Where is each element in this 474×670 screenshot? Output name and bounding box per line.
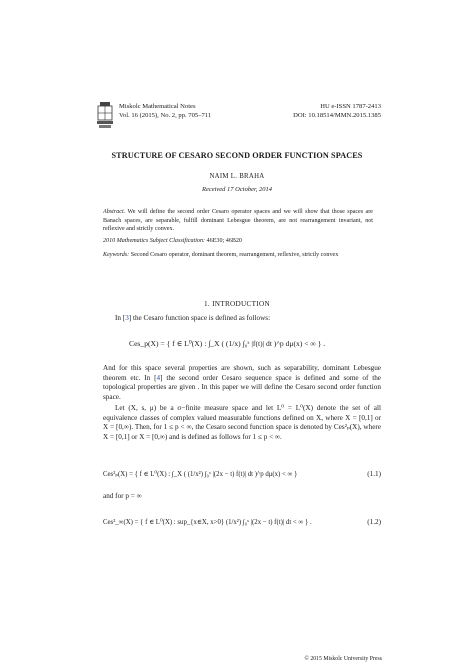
paragraph-intro: In [3] the Cesaro function space is defined as follows: bbox=[115, 314, 271, 322]
msc-classification bbox=[103, 238, 373, 244]
paragraph-p-infinity: and for p = ∞ bbox=[103, 492, 142, 500]
equation-text: Ces²ₚ(X) = { f ∈ L⁰(X) : ∫_X ( (1/x²) ∫₀ˣ |(2x − t) f(t)| dt )^p dμ(x) < ∞ } bbox=[103, 471, 298, 478]
journal-info bbox=[119, 102, 211, 120]
journal-ids bbox=[293, 102, 381, 120]
issn: HU e-ISSN 1787-2413 bbox=[320, 103, 381, 110]
equation-1-1 bbox=[103, 464, 381, 490]
equation-number: (1.1) bbox=[367, 470, 381, 478]
journal-header bbox=[95, 100, 381, 136]
equation-cesaro-space bbox=[103, 333, 381, 359]
citation-link[interactable]: 4 bbox=[156, 373, 161, 382]
keywords-label: Keywords: bbox=[103, 252, 130, 258]
journal-volume: Vol. 16 (2015), No. 2, pp. 705–711 bbox=[119, 112, 212, 119]
section-heading: 1. INTRODUCTION bbox=[204, 300, 270, 308]
journal-name: Miskolc Mathematical Notes bbox=[119, 103, 196, 110]
citation-link[interactable]: 3 bbox=[125, 314, 129, 322]
equation-text: Ces²_∞(X) = { f ∈ L⁰(X) : sup_{x∈X, x>0} (1/x²) ∫₀ˣ |(2x − t) f(t)| dt < ∞ } . bbox=[103, 519, 312, 526]
author: NAIM L. BRAHA bbox=[209, 173, 265, 180]
msc-value: 46E30; 46B20 bbox=[206, 238, 242, 244]
equation-text: Ces_p(X) = { f ∈ L⁰(X) : ∫_X ( (1/x) ∫₀ˣ |f(t)| dt )^p dμ(x) < ∞ } . bbox=[129, 339, 326, 348]
equation-1-2 bbox=[103, 510, 381, 538]
paragraph-definitions: Let (X, s, μ) be a σ−finite measure space and let L⁰ = L⁰(X) denote the set of all equivalence classes of complex valued measurable functions defined on X, where X = [0,1] or X = [0,∞). Then, for 1 ≤ p < ∞, the Cesaro second function space is denoted by Ces²ₚ(X), where X = [0,1] or X = [0,∞) and is defined as follows for 1 ≤ p < ∞. bbox=[103, 404, 381, 441]
paper-title: STRUCTURE OF CESARO SECOND ORDER FUNCTION SPACES bbox=[111, 151, 363, 160]
keywords-value: Second Cesaro operator, dominant theorem, rearrangement, reflexive, strictly convex bbox=[130, 252, 339, 258]
equation-number: (1.2) bbox=[367, 518, 381, 526]
msc-label: 2010 Mathematics Subject Classification: bbox=[103, 238, 206, 244]
abstract-text: We will define the second order Cesaro operator spaces and we will show that those spaces are Banach spaces, are separable, fulfill dominant Lebesgue theorem, are not rearrangement invariant, not reflexive and strictly convex. bbox=[103, 209, 373, 233]
university-crest-logo bbox=[95, 100, 115, 130]
copyright-notice: © 2015 Miskolc University Press bbox=[304, 656, 382, 662]
keywords bbox=[103, 252, 373, 258]
doi: DOI: 10.18514/MMN.2015.1385 bbox=[293, 112, 381, 119]
abstract-label: Abstract. bbox=[103, 209, 126, 215]
received-date: Received 17 October, 2014 bbox=[201, 186, 273, 193]
paragraph-properties: And for this space several properties are shown, such as separability, dominant Lebesgue theorem etc. In [4] the second order Cesaro sequence space is defined and some of the topological properties are given . In this paper we will define the Cesaro second order function space. bbox=[103, 364, 381, 401]
abstract bbox=[103, 208, 373, 234]
